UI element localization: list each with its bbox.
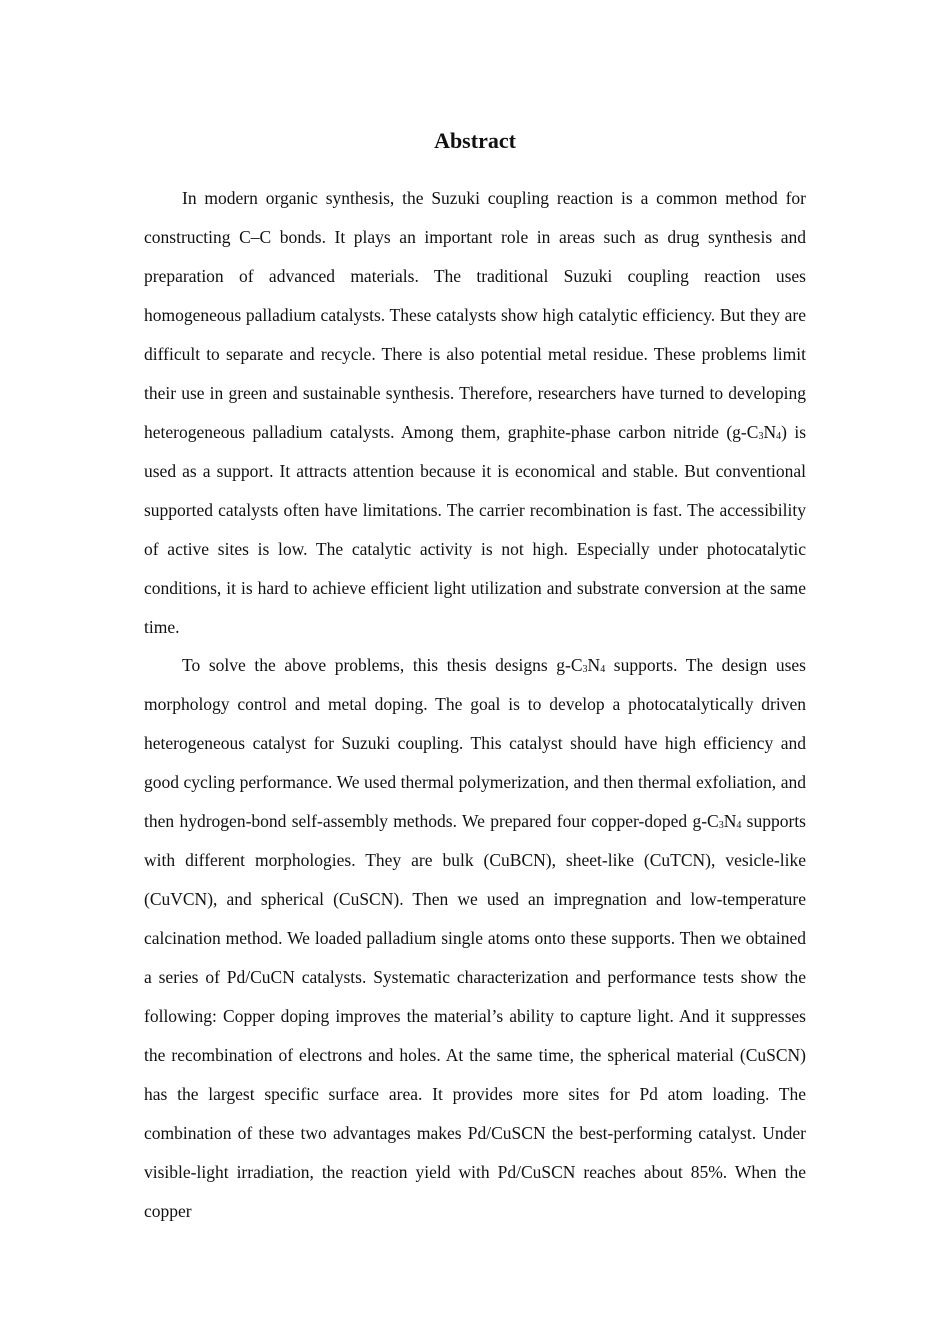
text-run: ) is used as a support. It attracts attention because it is economical and stable. But conventional supported catalysts often have limitations. The carrier recombination is fast. The accessibility of active sites is low. The catalytic activity is not high. Especially under photocatalytic conditions, it is hard to achieve efficient light utilization and substrate conversion at the same time. (144, 422, 807, 637)
page-content (144, 126, 806, 1231)
text-run: In modern organic synthesis, the Suzuki coupling reaction is a common method for constructing C–C bonds. It plays an important role in areas such as drug synthesis and preparation of advanced materials. The traditional Suzuki coupling reaction uses homogeneous palladium catalysts. These catalysts show high catalytic efficiency. But they are difficult to separate and recycle. There is also potential metal residue. These problems limit their use in green and sustainable synthesis. Therefore, researchers have turned to developing heterogeneous palladium catalysts. Among them, graphite-phase carbon nitride (g-C (144, 188, 806, 442)
text-run: supports. The design uses morphology control and metal doping. The goal is to develop a photocatalytically driven heterogeneous catalyst for Suzuki coupling. This catalyst should have high efficiency and good cycling performance. We used thermal polymerization, and then thermal exfoliation, and then hydrogen-bond self-assembly methods. We prepared four copper-doped g-C (144, 655, 806, 831)
text-run: supports with different morphologies. They are bulk (CuBCN), sheet-like (CuTCN), vesicle-like (CuVCN), and spherical (CuSCN). Then we used an impregnation and low-temperature calcination method. We loaded palladium single atoms onto these supports. Then we obtained a series of Pd/CuCN catalysts. Systematic characterization and performance tests show the following: Copper doping improves the material’s ability to capture light. And it suppresses the recombination of electrons and holes. At the same time, the spherical material (CuSCN) has the largest specific surface area. It provides more sites for Pd atom loading. The combination of these two advantages makes Pd/CuSCN the best-performing catalyst. Under visible-light irradiation, the reaction yield with Pd/CuSCN reaches about 85%. When the copper (144, 811, 806, 1221)
abstract-paragraph-1 (144, 179, 806, 647)
text-run: To solve the above problems, this thesis designs g-C (182, 655, 583, 675)
text-run: N (763, 422, 777, 442)
text-run: N (587, 655, 601, 675)
subscript: 4 (736, 820, 742, 831)
subscript: 3 (582, 664, 588, 675)
subscript: 4 (776, 431, 782, 442)
text-run: N (723, 811, 737, 831)
subscript: 3 (758, 431, 764, 442)
abstract-paragraph-2 (144, 646, 806, 1231)
abstract-heading: Abstract (434, 128, 516, 153)
subscript: 3 (718, 820, 724, 831)
subscript: 4 (600, 664, 606, 675)
